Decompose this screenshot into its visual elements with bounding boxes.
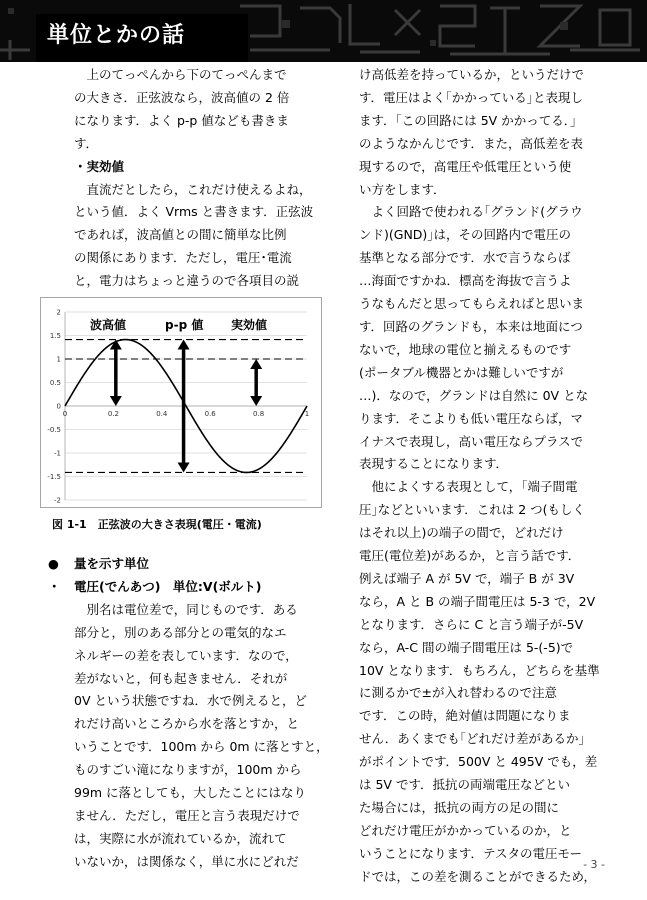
- text-line: (ポータブル機器とかは難しいですが: [359, 364, 564, 380]
- text-line: 例えば端子 A が 5V で，端子 B が 3V: [359, 570, 575, 586]
- text-line: ンド)(GND)｣は，その回路内で電圧の: [359, 227, 572, 243]
- text-line: は，実際に水が流れているか，流れて: [74, 830, 287, 846]
- y-tick-label: 2: [56, 308, 61, 317]
- text-line: ません．ただし，電圧と言う表現だけで: [74, 807, 300, 823]
- y-tick-label: -0.5: [47, 426, 61, 434]
- text-line: 上のてっぺんから下のてっぺんまで: [74, 67, 287, 82]
- text-line: どれだけ電圧がかかっているのか，と: [359, 822, 572, 838]
- text-line: ものすごい滝になりますが，100m から: [74, 762, 302, 778]
- text-line: になります．よく p-p 値なども書きま: [74, 112, 289, 128]
- y-tick-label: 0: [56, 402, 61, 411]
- section-heading: [48, 553, 334, 576]
- text-line: す．電圧はよく｢かかっている｣と表現し: [359, 89, 584, 105]
- text-line: という値．よく Vrms と書きます．正弦波: [74, 204, 314, 220]
- text-line: はそれ以上)の端子の間で，どれだけ: [359, 525, 564, 541]
- subsection-heading: [48, 576, 334, 599]
- rms-label: 実効値: [231, 318, 268, 332]
- text-line: た場合には，抵抗の両方の足の間に: [359, 800, 560, 815]
- x-tick-label: 0: [62, 410, 68, 418]
- text-line: いないか，は関係なく，単に水にどれだ: [74, 853, 299, 869]
- sine-wave-chart: [41, 298, 321, 507]
- text-line: ります．そこよりも低い電圧ならば，マ: [359, 410, 584, 426]
- text-line: よく回路で使われる｢グランド(グラウ: [359, 204, 583, 220]
- section-heading-text: 量を示す単位: [74, 556, 150, 571]
- text-line: のようなかんじです．また，高低差を表: [359, 135, 584, 151]
- text-line: …)．なので，グランドは自然に 0V とな: [359, 387, 589, 403]
- text-line: いうことになります．テスタの電圧モー: [359, 845, 583, 861]
- text-line: 表現することになります．: [359, 456, 509, 472]
- peak-arrow: [110, 340, 122, 406]
- bullet-small-icon: ・: [48, 578, 61, 594]
- text-line: 直流だとしたら，これだけ使えるよね，: [74, 181, 312, 197]
- text-line: うなもんだと思ってもらえればと思いま: [359, 296, 585, 312]
- text-line: せん．あくまでも｢どれだけ差があるか｣: [359, 731, 585, 747]
- right-column: [359, 64, 629, 889]
- text-line: ます．「この回路には 5V かかってる．」: [359, 112, 583, 128]
- bullet-dot-icon: ●: [48, 556, 59, 571]
- text-line: け高低差を持っているか，というだけで: [359, 67, 585, 82]
- text-line: す．回路のグランドも，本来は地面につ: [359, 318, 583, 334]
- text-line: す．: [74, 135, 99, 151]
- figure-caption: 図 1-1 正弦波の大きさ表現(電圧・電流): [52, 518, 262, 531]
- y-tick-label: 1: [56, 355, 61, 364]
- peak-label: 波高値: [90, 318, 127, 332]
- x-tick-label: 0.2: [107, 410, 119, 418]
- y-tick-label: 0.5: [49, 379, 61, 387]
- text-line: 部分と，別のある部分との電気的なエ: [74, 624, 287, 640]
- text-line: です．この時，絶対値は問題になりま: [359, 708, 571, 724]
- text-line: は 5V です．抵抗の両端電圧などとい: [359, 777, 570, 793]
- text-line: なら，A と B の端子間電圧は 5-3 で，2V: [359, 593, 596, 609]
- left-column-top: [74, 64, 334, 316]
- text-line: 10V となります．もちろん，どちらを基準: [359, 662, 600, 678]
- text-line: ないで，地球の電位と揃えるものです: [359, 341, 572, 357]
- x-tick-label: 0.6: [204, 410, 216, 418]
- text-line: 0V という状態ですね．水で例えると，ど: [74, 693, 307, 709]
- subsection-heading-text: 電圧(でんあつ) 単位:V(ボルト): [74, 578, 262, 594]
- text-line: の関係にあります．ただし，電圧･電流: [74, 250, 292, 266]
- text-line: となります．さらに C と言う端子が-5V: [359, 616, 584, 632]
- x-tick-label: 1: [304, 410, 310, 418]
- text-line: 差がないと，何も起きません．それが: [74, 670, 288, 686]
- x-tick-label: 0.4: [156, 410, 168, 418]
- text-line: 基準となる部分です．水で言うならば: [359, 250, 571, 266]
- page-title: 単位とかの話: [47, 23, 186, 48]
- text-line: れだけ高いところから水を落とすか，と: [74, 716, 300, 732]
- text-line: …海面ですかね．標高を海抜で言うよ: [359, 273, 572, 289]
- text-line: ネルギーの差を表しています．なので，: [74, 647, 298, 663]
- text-line: 圧｣などといいます．これは 2 つ(もしく: [359, 502, 586, 518]
- text-line: い方をします．: [359, 181, 446, 197]
- text-line: ・実効値: [74, 158, 125, 174]
- left-column-bottom: [48, 553, 334, 874]
- y-tick-label: -1.5: [47, 473, 61, 481]
- text-line: の大きさ．正弦波なら，波高値の 2 倍: [74, 89, 290, 105]
- y-tick-label: 1.5: [49, 332, 61, 340]
- text-line: がポイントです．500V と 495V でも，差: [359, 754, 598, 770]
- x-tick-label: 0.8: [253, 410, 265, 418]
- text-line: 現するので，高電圧や低電圧という使: [359, 158, 572, 174]
- text-line: 電圧(電位差)があるか，と言う話です．: [359, 548, 581, 564]
- text-line: であれば，波高値との間に簡単な比例: [74, 227, 287, 243]
- text-line: 他によくする表現として，｢端子間電: [359, 479, 578, 495]
- text-line: なら，A-C 間の端子間電圧は 5-(-5)で: [359, 639, 574, 655]
- y-tick-label: -2: [54, 496, 61, 505]
- text-line: に測るかで±が入れ替わるので注意: [359, 685, 557, 701]
- text-line: 99m に落としても，大したことにはなり: [74, 785, 307, 801]
- text-line: と，電力はちょっと違うので各項目の説: [74, 273, 300, 289]
- y-tick-label: -1: [54, 449, 61, 458]
- page-number: - 3 -: [583, 858, 605, 871]
- sine-wave-figure: [40, 297, 322, 508]
- text-line: 別名は電位差で，同じものです．ある: [74, 601, 298, 617]
- text-line: イナスで表現し，高い電圧ならプラスで: [359, 433, 584, 449]
- pp-label: p-p 値: [165, 318, 204, 332]
- text-line: ドでは，この差を測ることができるため，: [359, 868, 597, 884]
- text-line: いうことです．100m から 0m に落とすと，: [74, 739, 329, 755]
- page-header: [0, 0, 647, 62]
